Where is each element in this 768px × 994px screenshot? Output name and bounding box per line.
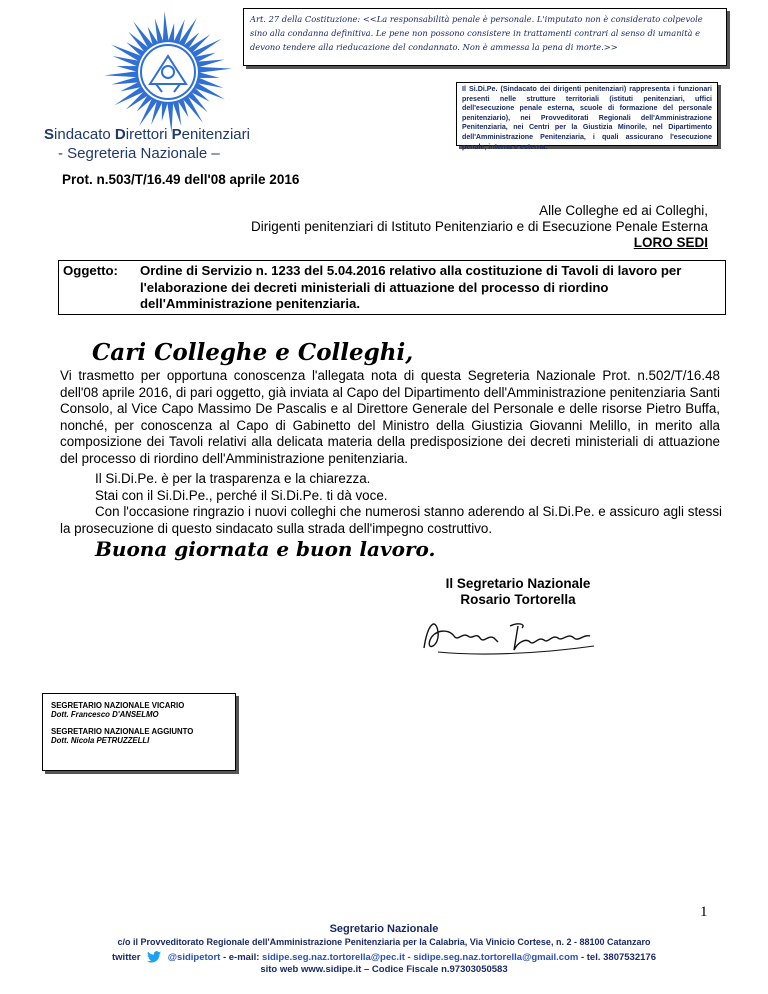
footer-website: sito web www.sidipe.it – Codice Fiscale n.97303050583	[260, 964, 508, 975]
subject-label: Oggetto:	[63, 263, 118, 278]
org-description-box: Il Si.Di.Pe. (Sindacato dei dirigenti penitenziari) rappresenta i funzionari presenti nelle strutture territoriali (istituti penitenziari, uffici dell'esecuzione penale esterna, scuole di formazione del personale penitenziario), nei Provveditorati Regionali dell'Amministrazione Penitenziaria, nei Centri per la Giustizia Minorile, nel Dipartimento dell'Amministrazione Penitenziaria, i quali assicurano l'esecuzione penale, interna e esterna.	[456, 82, 718, 146]
logo-ray	[197, 72, 219, 78]
staff-name-aggiunto: Dott. Nicola PETRUZZELLI	[51, 736, 150, 745]
sidipe-logo	[78, 8, 258, 136]
subject-box	[58, 260, 726, 315]
closing-salutation: Buona giornata e buon lavoro.	[95, 537, 436, 561]
handwritten-signature	[418, 612, 598, 658]
body-paragraph-thanks: Con l'occasione ringrazio i nuovi colleghi che numerosi stanno aderendo al Si.Di.Pe. e assicuro agli stessi la prosecuzione di questo sindacato sulla strada dell'impegno costruttivo.	[60, 504, 722, 536]
footer-contact	[0, 951, 768, 963]
email-pec[interactable]: sidipe.seg.naz.tortorella@pec.it	[262, 952, 405, 963]
footer-title: Segretario Nazionale	[329, 923, 439, 935]
twitter-handle[interactable]: @sidipetort	[167, 952, 221, 963]
staff-role-aggiunto: SEGRETARIO NAZIONALE AGGIUNTO	[51, 727, 194, 736]
logo-ray	[198, 67, 232, 73]
logo-ray	[112, 76, 140, 84]
email-separator: -	[407, 952, 411, 963]
subject-text: Ordine di Servizio n. 1233 del 5.04.2016 relativo alla costituzione di Tavoli di lavoro per l'elaborazione dei decreti ministeriali di attuazione del processo di riordino dell'Amministrazione penitenziaria.	[140, 263, 682, 311]
logo-ray	[163, 11, 169, 42]
email-label: - e-mail:	[222, 952, 260, 963]
page-number: 1	[700, 904, 708, 920]
greeting: Cari Colleghe e Colleghi,	[92, 339, 414, 366]
recipient-line-2: Dirigenti penitenziari di Istituto Penitenziario e di Esecuzione Penale Esterna	[250, 219, 708, 234]
logo-ray	[104, 71, 138, 77]
logo-ray	[162, 101, 168, 121]
twitter-label: twitter	[112, 952, 141, 963]
phone: - tel. 3807532176	[580, 952, 656, 963]
twitter-icon	[147, 951, 161, 963]
body-paragraph: Vi trasmetto per opportuna conoscenza l'allegata nota di questa Segreteria Nazionale Prot. n.502/T/16.48 dell'08 aprile 2016, di pari oggetto, già inviata al Capo del Dipartimento dell'Amministrazione penitenziaria Santi Consolo, al Vice Capo Massimo De Pascalis e al Direttore Generale del Personale e delle risorse Pietro Buffa, nonché, per conoscenza al Capo di Gabinetto del Ministro della Giustizia Giovanni Melillo, in merito alla composizione dei Tavoli relativi alla delicata materia della predisposizione dei decreti ministeriali di attuazione del processo di riordino dell'Amministrazione penitenziaria.	[60, 368, 720, 466]
footer-address: c/o il Provveditorato Regionale dell'Amministrazione Penitenziaria per la Calabria, Via Vinicio Cortese, n. 2 - 88100 Catanzaro	[117, 937, 651, 947]
protocol-number: Prot. n.503/T/16.49 dell'08 aprile 2016	[62, 172, 300, 187]
body-line-transparency: Il Si.Di.Pe. è per la trasparenza e la chiarezza.	[95, 471, 371, 486]
signer-role: Il Segretario Nazionale	[445, 576, 591, 591]
signer-name: Rosario Tortorella	[460, 592, 576, 607]
email-gmail[interactable]: sidipe.seg.naz.tortorella@gmail.com	[413, 952, 579, 963]
recipient-line-1: Alle Colleghe ed ai Colleghi,	[539, 203, 708, 218]
org-subtitle: - Segreteria Nazionale –	[58, 145, 220, 162]
logo-ray	[196, 59, 224, 67]
recipient-line-3: LORO SEDI	[633, 235, 708, 250]
org-name: Sindacato Direttori Penitenziari	[44, 126, 250, 143]
logo-ray	[116, 66, 138, 72]
body-line-voice: Stai con il Si.Di.Pe., perché il Si.Di.Pe. ti dà voce.	[95, 488, 388, 503]
staff-role-vicario: SEGRETARIO NAZIONALE VICARIO	[51, 701, 185, 710]
logo-ray	[168, 23, 174, 43]
staff-box	[42, 693, 236, 771]
staff-name-vicario: Dott. Francesco D'ANSELMO	[51, 710, 159, 719]
constitution-quote-box: Art. 27 della Costituzione: <<La responsabilità penale è personale. L'imputato non è considerato colpevole sino alla condanna definitiva. Le pene non possono consistere in trattamenti contrari al senso di umanità e devono tendere alla rieducazione del condannato. Non è ammessa la pena di morte.>>	[243, 8, 727, 66]
